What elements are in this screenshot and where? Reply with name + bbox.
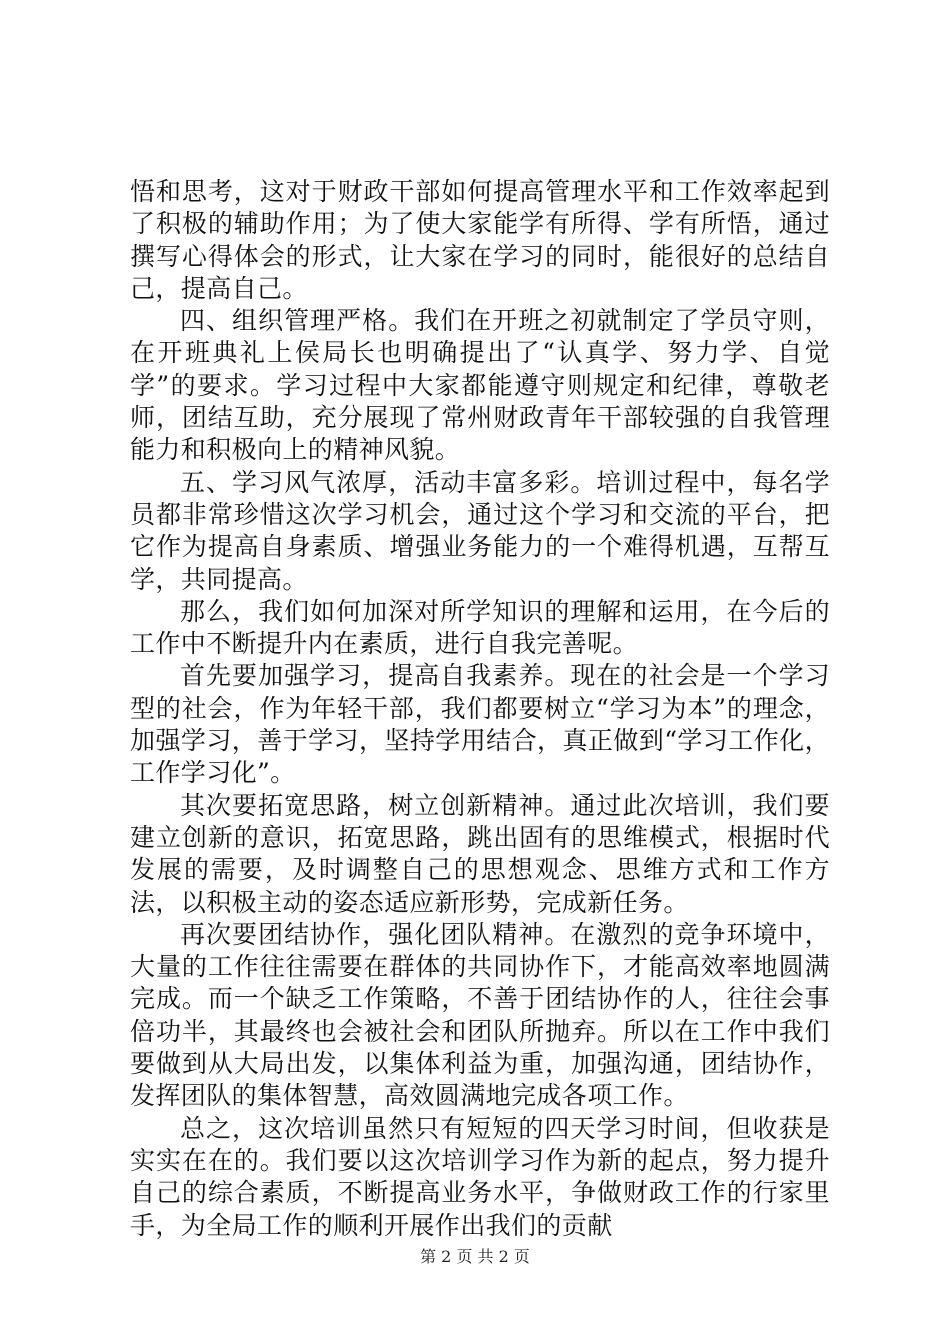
page-footer: 第 2 页 共 2 页	[420, 1247, 530, 1266]
paragraph: 首先要加强学习，提高自我素养。现在的社会是一个学习型的社会，作为年轻干部，我们都要树立“学习为本”的理念，加强学习，善于学习，坚持学用结合，真正做到“学习工作化，工作学习化”。	[130, 661, 830, 788]
paragraph: 悟和思考，这对于财政干部如何提高管理水平和工作效率起到了积极的辅助作用；为了使大家能学有所得、学有所悟，通过撰写心得体会的形式，让大家在学习的同时，能很好的总结自己，提高自己。	[130, 177, 830, 303]
paragraph: 总之，这次培训虽然只有短短的四天学习时间，但收获是实实在在的。我们要以这次培训学习作为新的起点，努力提升自己的综合素质，不断提高业务水平，争做财政工作的行家里手，为全局工作的顺利开展作出我们的贡献	[130, 1113, 830, 1240]
document-body	[130, 176, 830, 1242]
paragraph: 那么，我们如何加深对所学知识的理解和运用，在今后的工作中不断提升内在素质，进行自我完善呢。	[130, 596, 830, 659]
paragraph: 五、学习风气浓厚，活动丰富多彩。培训过程中，每名学员都非常珍惜这次学习机会，通过这个学习和交流的平台，把它作为提高自身素质、增强业务能力的一个难得机遇，互帮互学，共同提高。	[130, 467, 830, 594]
paragraph: 其次要拓宽思路，树立创新精神。通过此次培训，我们要建立创新的意识，拓宽思路，跳出固有的思维模式，根据时代发展的需要，及时调整自己的思想观念、思维方式和工作方法，以积极主动的姿态适应新形势，完成新任务。	[130, 790, 830, 917]
paragraph: 四、组织管理严格。我们在开班之初就制定了学员守则，在开班典礼上侯局长也明确提出了“认真学、努力学、自觉学”的要求。学习过程中大家都能遵守则规定和纪律，尊敬老师，团结互助，充分展现了常州财政青年干部较强的自我管理能力和积极向上的精神风貌。	[130, 306, 830, 465]
paragraph: 再次要团结协作，强化团队精神。在激烈的竞争环境中，大量的工作往往需要在群体的共同协作下，才能高效率地圆满完成。而一个缺乏工作策略，不善于团结协作的人，往往会事倍功半，其最终也会被社会和团队所抛弃。所以在工作中我们要做到从大局出发，以集体利益为重，加强沟通，团结协作，发挥团队的集体智慧，高效圆满地完成各项工作。	[130, 919, 830, 1111]
